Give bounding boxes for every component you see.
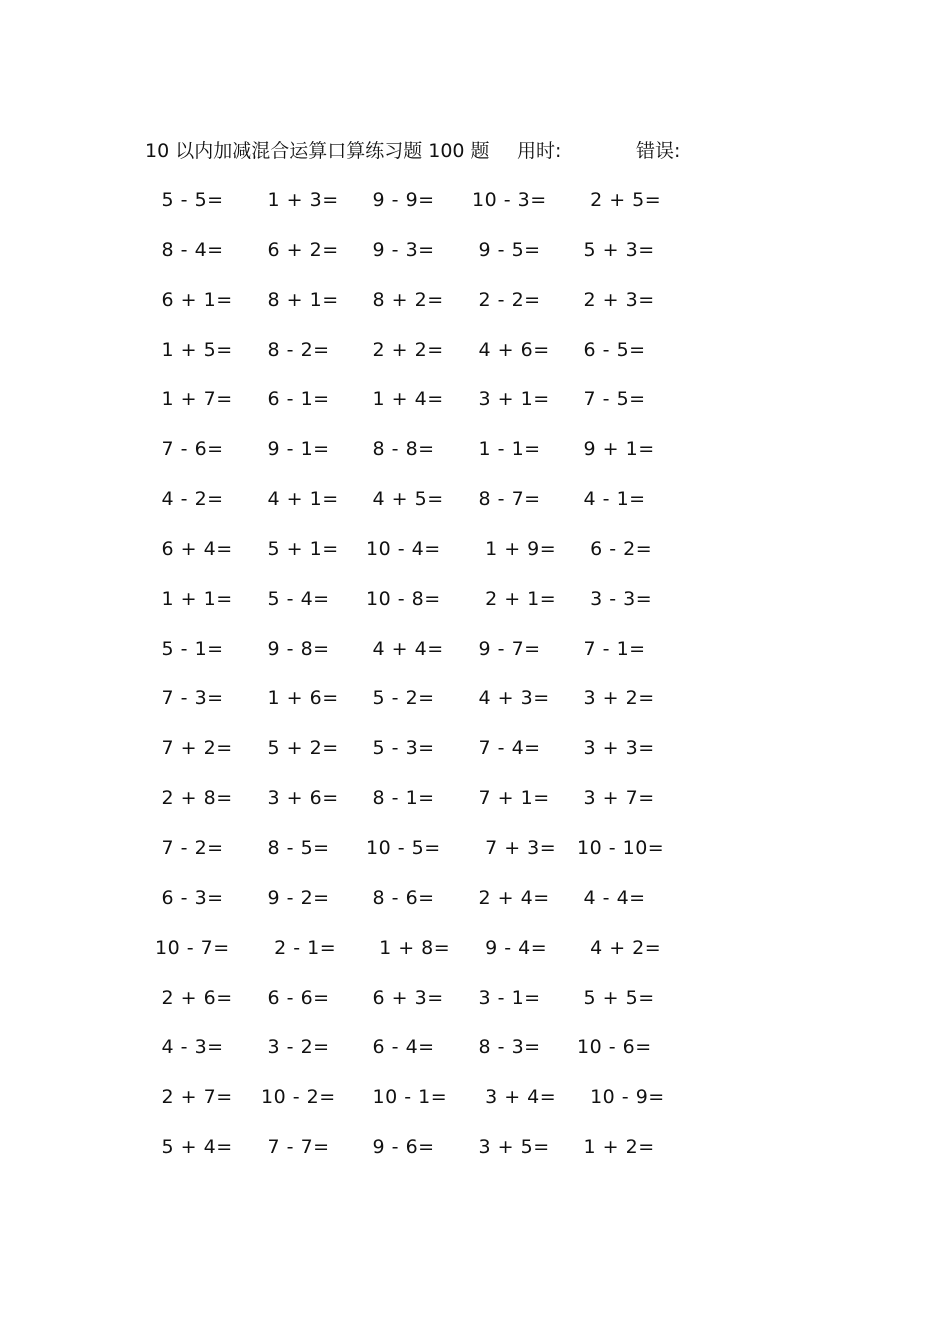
problem-item: 4 + 6=	[472, 338, 550, 361]
problem-item: 6 - 6=	[261, 986, 330, 1009]
problem-item: 2 - 2=	[472, 288, 541, 311]
problem-item: 10 - 2=	[261, 1086, 336, 1109]
problem-row	[150, 534, 690, 584]
problem-item: 4 - 1=	[577, 488, 646, 511]
problem-row	[150, 983, 690, 1033]
problem-item: 7 - 1=	[577, 637, 646, 660]
problem-item: 8 - 2=	[261, 338, 330, 361]
problem-item: 4 + 4=	[366, 637, 444, 660]
problem-item: 1 + 2=	[577, 1136, 655, 1159]
problem-item: 5 - 4=	[261, 587, 330, 610]
problem-row	[150, 484, 690, 534]
problem-item: 7 + 2=	[155, 737, 233, 760]
problem-item: 2 + 2=	[366, 338, 444, 361]
problem-row	[150, 883, 690, 933]
problem-row	[150, 733, 690, 783]
problem-item: 6 + 3=	[366, 986, 444, 1009]
problem-item: 10 - 8=	[366, 587, 441, 610]
problem-item: 7 - 3=	[155, 687, 224, 710]
problem-item: 2 + 6=	[155, 986, 233, 1009]
problem-item: 9 - 5=	[472, 238, 541, 261]
problem-item: 4 + 1=	[261, 488, 339, 511]
problem-item: 9 - 7=	[472, 637, 541, 660]
problem-row	[150, 335, 690, 385]
problem-item: 2 - 1=	[261, 936, 337, 959]
problem-item: 6 + 4=	[155, 537, 233, 560]
problem-item: 10 - 4=	[366, 537, 441, 560]
problem-row	[150, 285, 690, 335]
problem-row	[150, 634, 690, 684]
problem-item: 4 - 3=	[155, 1036, 224, 1059]
errors-label: 错误:	[636, 140, 681, 162]
problem-item: 4 + 2=	[577, 936, 662, 959]
problem-row	[150, 384, 690, 434]
problem-grid	[150, 185, 690, 1182]
problem-item: 9 + 1=	[577, 438, 655, 461]
problem-item: 2 + 3=	[577, 288, 655, 311]
problem-item: 8 - 7=	[472, 488, 541, 511]
problem-item: 9 - 8=	[261, 637, 330, 660]
problem-item: 3 + 7=	[577, 787, 655, 810]
problem-item: 1 + 4=	[366, 388, 444, 411]
problem-item: 6 + 2=	[261, 238, 339, 261]
problem-item: 8 - 1=	[366, 787, 435, 810]
problem-row	[150, 833, 690, 883]
problem-item: 5 - 5=	[155, 189, 224, 211]
problem-item: 9 - 6=	[366, 1136, 435, 1159]
problem-item: 5 - 3=	[366, 737, 435, 760]
problem-item: 3 - 1=	[472, 986, 541, 1009]
problem-item: 4 + 3=	[472, 687, 550, 710]
problem-item: 7 - 4=	[472, 737, 541, 760]
problem-item: 3 + 6=	[261, 787, 339, 810]
problem-item: 10 - 9=	[577, 1086, 665, 1109]
problem-row	[150, 1032, 690, 1082]
problem-item: 3 + 5=	[472, 1136, 550, 1159]
problem-item: 8 - 5=	[261, 836, 330, 859]
problem-item: 3 + 4=	[472, 1086, 557, 1109]
problem-row	[150, 584, 690, 634]
problem-item: 10 - 10=	[577, 836, 665, 859]
problem-item: 1 + 8=	[366, 936, 451, 959]
problem-item: 2 + 7=	[155, 1086, 233, 1109]
problem-item: 3 + 2=	[577, 687, 655, 710]
problem-row	[150, 1132, 690, 1182]
problem-item: 2 + 1=	[472, 587, 557, 610]
problem-row	[150, 783, 690, 833]
problem-item: 9 - 3=	[366, 238, 435, 261]
problem-row	[150, 933, 690, 983]
problem-item: 10 - 1=	[366, 1086, 448, 1109]
problem-item: 5 + 2=	[261, 737, 339, 760]
problem-row	[150, 1082, 690, 1132]
problem-item: 6 + 1=	[155, 288, 233, 311]
problem-item: 4 + 5=	[366, 488, 444, 511]
problem-item: 7 - 6=	[155, 438, 224, 461]
problem-item: 6 - 4=	[366, 1036, 435, 1059]
problem-item: 3 + 3=	[577, 737, 655, 760]
problem-item: 3 - 3=	[577, 587, 653, 610]
problem-item: 8 - 6=	[366, 886, 435, 909]
problem-item: 2 + 8=	[155, 787, 233, 810]
problem-item: 9 - 4=	[472, 936, 548, 959]
problem-item: 1 + 5=	[155, 338, 233, 361]
problem-item: 8 + 1=	[261, 288, 339, 311]
problem-item: 3 - 2=	[261, 1036, 330, 1059]
problem-item: 8 - 3=	[472, 1036, 541, 1059]
problem-item: 6 - 5=	[577, 338, 646, 361]
problem-item: 7 - 7=	[261, 1136, 330, 1159]
problem-item: 2 + 4=	[472, 886, 550, 909]
problem-item: 7 + 3=	[472, 836, 557, 859]
problem-item: 7 + 1=	[472, 787, 550, 810]
problem-item: 8 - 8=	[366, 438, 435, 461]
problem-item: 5 - 2=	[366, 687, 435, 710]
problem-item: 6 - 1=	[261, 388, 330, 411]
problem-item: 1 + 1=	[155, 587, 233, 610]
problem-item: 2 + 5=	[577, 189, 662, 211]
problem-item: 5 + 3=	[577, 238, 655, 261]
time-used-label: 用时:	[517, 140, 562, 162]
problem-item: 8 - 4=	[155, 238, 224, 261]
problem-item: 5 - 1=	[155, 637, 224, 660]
problem-item: 5 + 4=	[155, 1136, 233, 1159]
problem-row	[150, 185, 690, 235]
problem-item: 9 - 2=	[261, 886, 330, 909]
problem-item: 6 - 3=	[155, 886, 224, 909]
problem-item: 1 + 6=	[261, 687, 339, 710]
problem-item: 5 + 1=	[261, 537, 339, 560]
problem-item: 1 + 3=	[261, 189, 339, 211]
problem-item: 7 - 5=	[577, 388, 646, 411]
problem-item: 10 - 5=	[366, 836, 441, 859]
problem-item: 1 + 9=	[472, 537, 557, 560]
problem-item: 8 + 2=	[366, 288, 444, 311]
problem-item: 1 + 7=	[155, 388, 233, 411]
problem-item: 10 - 3=	[472, 189, 547, 211]
problem-item: 4 - 2=	[155, 488, 224, 511]
problem-item: 6 - 2=	[577, 537, 653, 560]
problem-row	[150, 683, 690, 733]
worksheet-title: 10 以内加减混合运算口算练习题 100 题	[145, 140, 490, 162]
problem-row	[150, 434, 690, 484]
problem-item: 10 - 7=	[155, 936, 230, 959]
problem-item: 9 - 9=	[366, 189, 435, 211]
problem-item: 1 - 1=	[472, 438, 541, 461]
problem-item: 3 + 1=	[472, 388, 550, 411]
problem-item: 10 - 6=	[577, 1036, 652, 1059]
problem-item: 5 + 5=	[577, 986, 655, 1009]
problem-item: 4 - 4=	[577, 886, 646, 909]
problem-item: 9 - 1=	[261, 438, 330, 461]
problem-row	[150, 235, 690, 285]
problem-item: 7 - 2=	[155, 836, 224, 859]
